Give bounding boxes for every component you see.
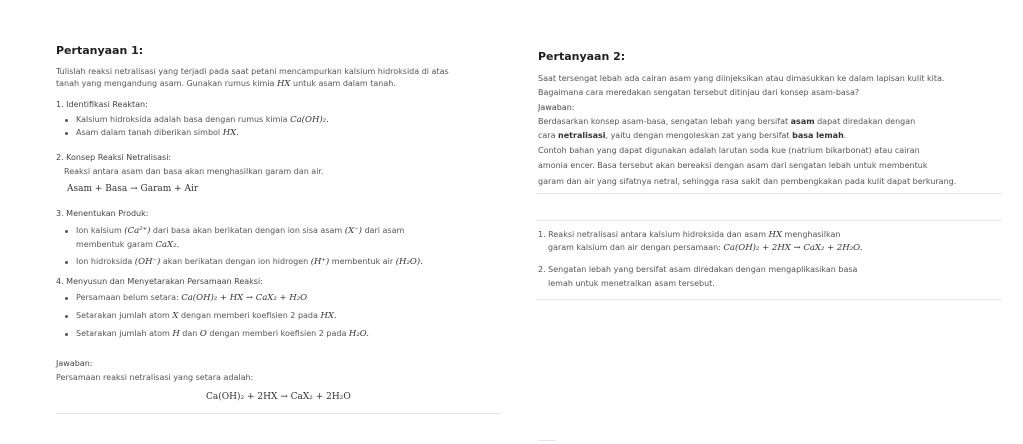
- question-2-title: Pertanyaan 2:: [538, 50, 626, 63]
- step-2-text: Reaksi antara asam dan basa akan menghasilkan garam dan air.: [64, 167, 324, 176]
- q1-answer-equation: Ca(OH)₂ + 2HX → CaX₂ + 2H₂O: [206, 392, 351, 402]
- divider: [536, 193, 1002, 194]
- bullet-icon: [65, 230, 68, 233]
- summary-item-1-cont: garam kalsium dan air dengan persamaan: Ca(OH)₂ + 2HX → CaX₂ + 2H₂O.: [548, 243, 863, 253]
- step-2-heading: 2. Konsep Reaksi Netralisasi:: [56, 153, 172, 162]
- step-2-equation: Asam + Basa → Garam + Air: [67, 184, 199, 194]
- divider: [538, 440, 556, 441]
- bullet-icon: [65, 333, 68, 336]
- q2-answer-line-4: amonia encer. Basa tersebut akan bereaksi dengan asam dari sengatan lebah untuk membentuk: [538, 161, 928, 170]
- divider: [536, 220, 1002, 221]
- step-3-heading: 3. Menentukan Produk:: [56, 209, 149, 218]
- q2-intro-line-2: Bagaimana cara meredakan sengatan tersebut ditinjau dari konsep asam-basa?: [538, 88, 860, 97]
- q1-intro-line-2: tanah yang mengandung asam. Gunakan rumus kimia HX untuk asam dalam tanah.: [56, 79, 396, 89]
- step-1-heading: 1. Identifikasi Reaktan:: [56, 100, 148, 109]
- q1-answer-text: Persamaan reaksi netralisasi yang setara adalah:: [56, 373, 254, 382]
- step-3-item-1: Ion kalsium (Ca²⁺) dari basa akan berikatan dengan ion sisa asam (X⁻) dari asam: [76, 226, 405, 236]
- step-4-item-3: Setarakan jumlah atom H dan O dengan memberi koefisien 2 pada H₂O.: [76, 329, 369, 339]
- summary-item-2: 2. Sengatan lebah yang bersifat asam diredakan dengan mengaplikasikan basa: [538, 265, 858, 274]
- step-1-item-1: Kalsium hidroksida adalah basa dengan rumus kimia Ca(OH)₂.: [76, 115, 329, 125]
- q2-answer-line-2: cara netralisasi, yaitu dengan mengoleskan zat yang bersifat basa lemah.: [538, 131, 847, 140]
- q1-intro-line-1: Tulislah reaksi netralisasi yang terjadi pada saat petani mencampurkan kalsium hidroksida di atas: [56, 67, 449, 76]
- bullet-icon: [65, 132, 68, 135]
- summary-item-2-cont: lemah untuk menetralkan asam tersebut.: [548, 279, 715, 288]
- q2-answer-line-1: Berdasarkan konsep asam-basa, sengatan lebah yang bersifat asam dapat diredakan dengan: [538, 117, 916, 126]
- bullet-icon: [65, 261, 68, 264]
- summary-item-1: 1. Reaksi netralisasi antara kalsium hidroksida dan asam HX menghasilkan: [538, 230, 841, 240]
- bullet-icon: [65, 297, 68, 300]
- question-1-title: Pertanyaan 1:: [56, 44, 144, 57]
- q2-answer-label: Jawaban:: [538, 103, 575, 112]
- step-3-item-1-cont: membentuk garam CaX₂.: [76, 240, 180, 250]
- step-4-heading: 4. Menyusun dan Menyetarakan Persamaan Reaksi:: [56, 277, 263, 286]
- q2-intro-line-1: Saat tersengat lebah ada cairan asam yang diinjeksikan atau dimasukkan ke dalam lapisan kulit kita.: [538, 74, 945, 83]
- bullet-icon: [65, 315, 68, 318]
- step-1-item-2: Asam dalam tanah diberikan simbol HX.: [76, 128, 239, 138]
- step-4-item-1: Persamaan belum setara: Ca(OH)₂ + HX → CaX₂ + H₂O: [76, 293, 308, 303]
- step-4-item-2: Setarakan jumlah atom X dengan memberi koefisien 2 pada HX.: [76, 311, 337, 321]
- q2-answer-line-5: garam dan air yang sifatnya netral, sehingga rasa sakit dan pembengkakan pada kulit dapat berkurang.: [538, 177, 957, 186]
- step-3-item-2: Ion hidroksida (OH⁻) akan berikatan dengan ion hidrogen (H⁺) membentuk air (H₂O).: [76, 257, 423, 267]
- bullet-icon: [65, 119, 68, 122]
- q2-answer-line-3: Contoh bahan yang dapat digunakan adalah larutan soda kue (natrium bikarbonat) atau cairan: [538, 146, 920, 155]
- q1-answer-label: Jawaban:: [56, 359, 93, 368]
- divider: [56, 413, 501, 414]
- divider: [536, 299, 1002, 300]
